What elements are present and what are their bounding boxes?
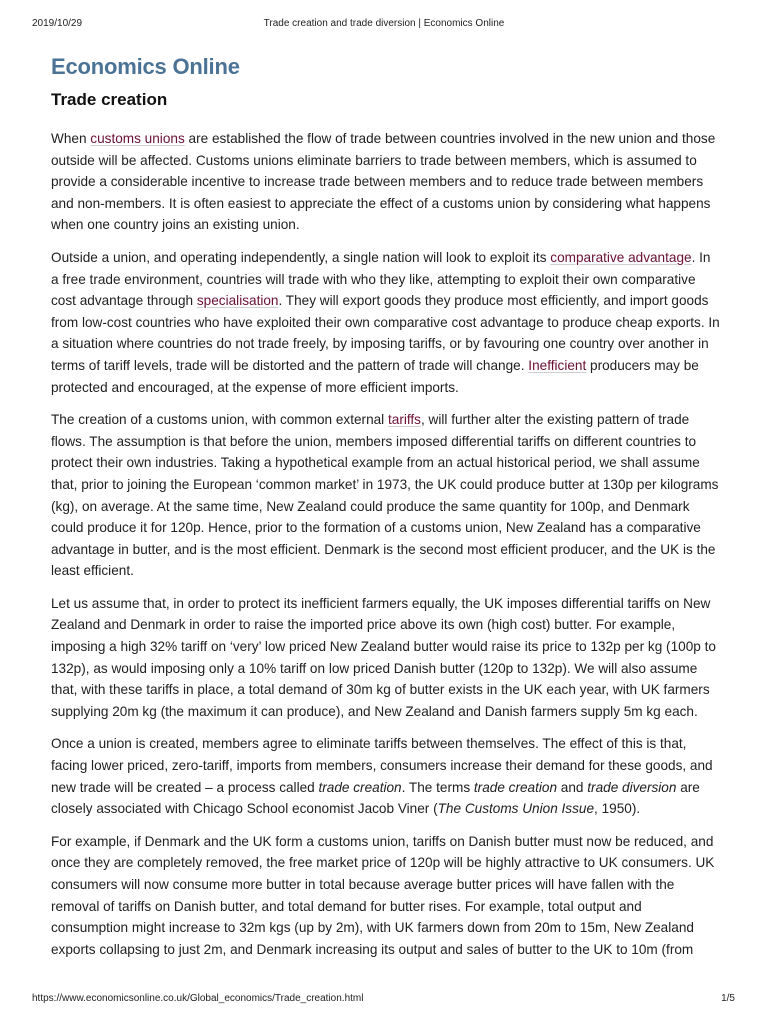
link-customs-unions[interactable]: customs unions [90, 131, 185, 146]
print-footer [0, 993, 768, 1007]
article-content [51, 52, 721, 960]
link-inefficient[interactable]: Inefficient [528, 357, 587, 373]
paragraph-5: Once a union is created, members agree to eliminate tariffs between themselves. The effect of this is that, facing lower priced, zero-tariff, imports from members, consumers increase their demand for these goods, and new trade will be created – a process called trade creation. The terms trade creation and trade diversion are closely associated with Chicago School economist Jacob Viner (The Customs Union Issue, 1950). [51, 736, 713, 817]
print-url: https://www.economicsonline.co.uk/Global_economics/Trade_creation.html [32, 993, 364, 1004]
print-date: 2019/10/29 [32, 18, 83, 29]
link-tariffs[interactable]: tariffs [387, 412, 421, 428]
paragraph-4: Let us assume that, in order to protect its inefficient farmers equally, the UK imposes differential tariffs on New Zealand and Denmark in order to raise the imported price above its own (high cost) butter. For example, imposing a high 32% tariff on ‘very’ low priced New Zealand butter would raise its price to 132p per kg (100p to 132p), as would imposing only a 10% tariff on low priced Danish butter (120p to 132p). We will also assume that, with these tariffs in place, a total demand of 30m kg of butter exists in the UK each year, with UK farmers supplying 20m kg (the maximum it can produce), and New Zealand and Danish farmers supply 5m kg each. [51, 595, 716, 719]
site-title[interactable]: Economics Online [51, 54, 240, 79]
link-comparative-advantage[interactable]: comparative advantage [550, 249, 692, 265]
paragraph-1: When customs unions are established the flow of trade between countries involved in the new union and those outside will be affected. Customs unions eliminate barriers to trade between members, which is assumed to provide a considerable incentive to increase trade between members and to reduce trade between members and non-members. It is often easiest to appreciate the effect of a customs union by considering what happens when one country joins an existing union. [51, 131, 716, 233]
paragraph-6: For example, if Denmark and the UK form a customs union, tariffs on Danish butter must now be reduced, and once they are completely removed, the free market price of 120p will be highly attractive to UK consumers. UK consumers will now consume more butter in total because average butter prices will have fallen with the removal of tariffs on Danish butter, and total demand for butter rises. For example, total output and consumption might increase to 32m kgs (up by 2m), with UK farmers down from 20m to 15m, New Zealand exports collapsing to just 2m, and Denmark increasing its output and sales of butter to the UK to 10m (from [51, 833, 715, 957]
print-header [0, 18, 768, 32]
link-specialisation[interactable]: specialisation [196, 293, 279, 309]
print-page-title: Trade creation and trade diversion | Economics Online [263, 18, 505, 29]
article-heading: Trade creation [51, 90, 168, 109]
paragraph-2: Outside a union, and operating independently, a single nation will look to exploit its comparative advantage. In a free trade environment, countries will trade with who they like, attempting to exploit their own comparative cost advantage through specialisation. They will export goods they produce most efficiently, and import goods from low-cost countries who have exploited their own comparative cost advantage to produce cheap exports. In a situation where countries do not trade freely, by imposing tariffs, or by favouring one country over another in terms of tariff levels, trade will be distorted and the pattern of trade will change. Inefficient producers may be protected and encouraged, at the expense of more efficient imports. [51, 249, 720, 395]
paragraph-3: The creation of a customs union, with common external tariffs, will further alter the existing pattern of trade flows. The assumption is that before the union, members imposed differential tariffs on different countries to protect their own industries. Taking a hypothetical example from an actual historical period, we shall assume that, prior to joining the European ‘common market’ in 1973, the UK could produce butter at 130p per kilograms (kg), on average. At the same time, New Zealand could produce the same quantity for 100p, and Denmark could produce it for 120p. Hence, prior to the formation of a customs union, New Zealand has a comparative advantage in butter, and is the most efficient. Denmark is the second most efficient producer, and the UK is the least efficient. [51, 412, 719, 579]
page-number: 1/5 [721, 993, 735, 1004]
